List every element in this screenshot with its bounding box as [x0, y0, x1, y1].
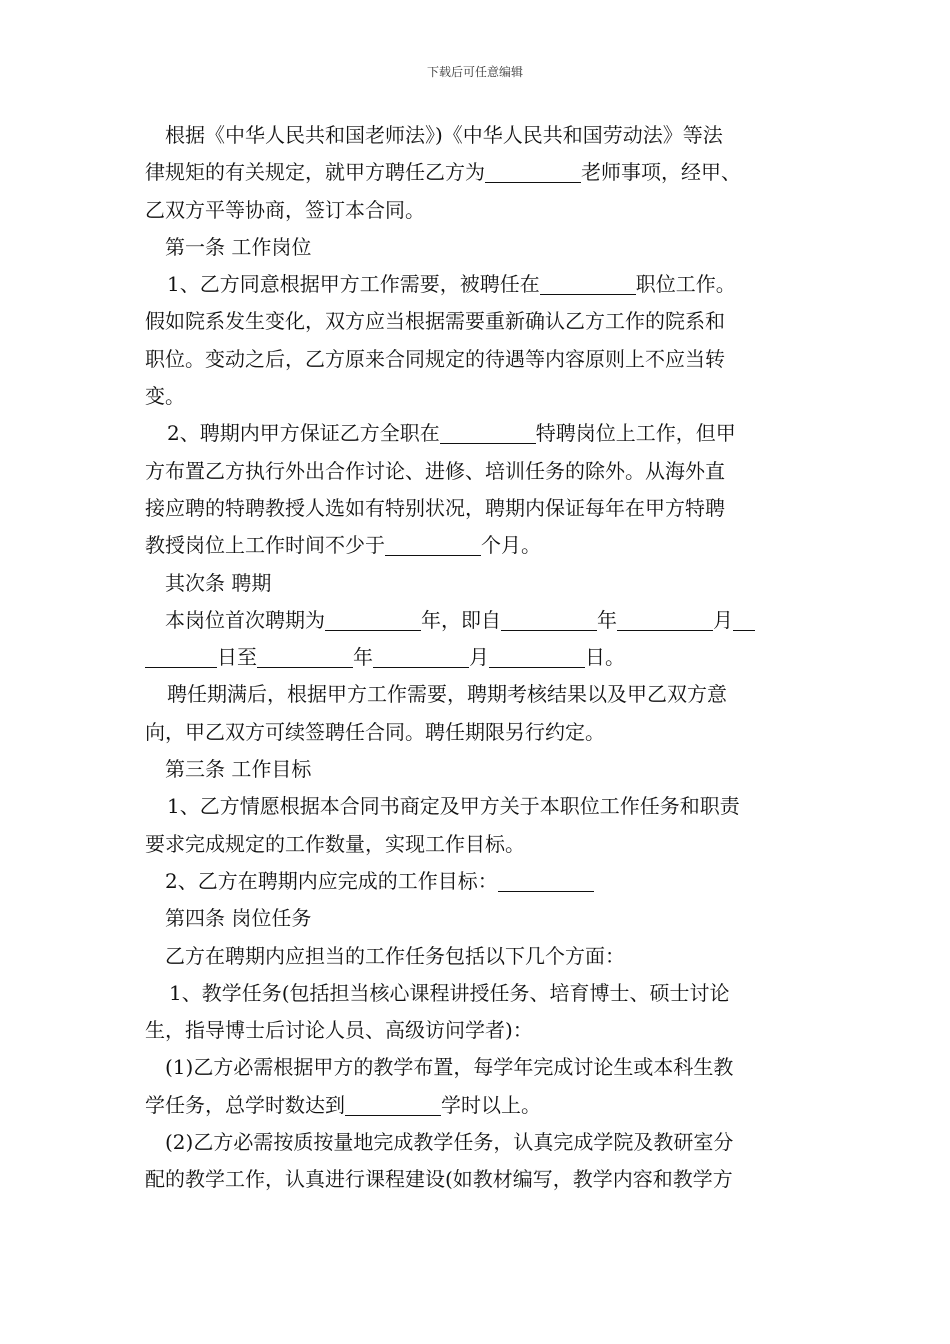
line-text: 2、乙方在聘期内应完成的工作目标： [165, 868, 498, 893]
fill-blank[interactable] [540, 270, 636, 295]
paragraph-line: 聘任期满后，根据甲方工作需要，聘期考核结果以及甲乙双方意 [167, 682, 727, 707]
line-text: 2、聘期内甲方保证乙方全职在 [167, 421, 440, 446]
fill-blank[interactable] [325, 606, 421, 631]
paragraph-line: 方布置乙方执行外出合作讨论、进修、培训任务的除外。从海外直 [145, 458, 725, 483]
line-text: 教授岗位上工作时间不少于 [145, 533, 385, 558]
fill-blank[interactable] [385, 531, 481, 556]
paragraph-line [145, 154, 808, 191]
paragraph-line: 乙双方平等协商，签订本合同。 [145, 197, 425, 222]
paragraph-line: (1)乙方必需根据甲方的教学布置，每学年完成讨论生或本科生教 [165, 1055, 734, 1080]
paragraph-line: 1、教学任务(包括担当核心课程讲授任务、培育博士、硕士讨论 [169, 980, 730, 1005]
line-text: 1、乙方同意根据甲方工作需要，被聘任在 [167, 272, 540, 297]
section-heading: 其次条 聘期 [165, 570, 272, 595]
paragraph-line: 生，指导博士后讨论人员、高级访问学者)： [145, 1018, 533, 1043]
section-heading: 第四条 岗位任务 [165, 906, 312, 931]
paragraph-line [145, 863, 808, 900]
paragraph-line: 乙方在聘期内应担当的工作任务包括以下几个方面： [165, 943, 625, 968]
line-text: 年，即自 [421, 607, 501, 632]
fill-blank[interactable] [501, 606, 597, 631]
paragraph-line: 要求完成规定的工作数量，实现工作目标。 [145, 831, 525, 856]
paragraph-line [145, 415, 808, 452]
page-header: 下载后可任意编辑 [426, 65, 523, 79]
paragraph-line [145, 639, 808, 676]
paragraph-line: 职位。变动之后，乙方原来合同规定的待遇等内容原则上不应当转 [145, 346, 725, 371]
paragraph-line [145, 1087, 808, 1124]
paragraph-line: 配的教学工作，认真进行课程建设(如教材编写，教学内容和教学方 [145, 1167, 733, 1192]
fill-blank[interactable] [373, 643, 469, 668]
paragraph-line: 假如院系发生变化，双方应当根据需要重新确认乙方工作的院系和 [145, 309, 725, 334]
line-text: 日。 [585, 645, 625, 670]
line-text: 特聘岗位上工作，但甲 [535, 421, 736, 446]
section-heading: 第一条 工作岗位 [165, 234, 312, 259]
line-text: 年 [353, 645, 373, 670]
line-text: 本岗位首次聘期为 [165, 607, 325, 632]
fill-blank[interactable] [489, 643, 585, 668]
fill-blank[interactable] [257, 643, 353, 668]
line-text: 月 [469, 645, 489, 670]
paragraph-line [145, 602, 808, 639]
fill-blank[interactable] [145, 643, 217, 668]
paragraph-line: (2)乙方必需按质按量地完成教学任务，认真完成学院及教研室分 [165, 1130, 734, 1155]
line-text: 月 [713, 607, 733, 632]
paragraph-line: 1、乙方情愿根据本合同书商定及甲方关于本职位工作任务和职责 [167, 794, 740, 819]
line-text: 老师事项，经甲、 [581, 160, 741, 185]
fill-blank[interactable] [345, 1091, 441, 1116]
line-text: 年 [597, 607, 617, 632]
paragraph-line: 根据《中华人民共和国老师法》)《中华人民共和国劳动法》等法 [165, 123, 723, 147]
line-text: 日至 [217, 645, 257, 670]
line-text: 学任务，总学时数达到 [145, 1092, 345, 1117]
line-text: 学时以上。 [441, 1092, 541, 1117]
paragraph-line [145, 527, 808, 564]
line-text: 职位工作。 [635, 272, 736, 297]
fill-blank[interactable] [440, 419, 536, 444]
contract-body [145, 117, 808, 1199]
fill-blank[interactable] [498, 867, 594, 892]
line-text: 律规矩的有关规定，就甲方聘任乙方为 [145, 160, 485, 185]
paragraph-line [145, 266, 808, 303]
paragraph-line: 向，甲乙双方可续签聘任合同。聘任期限另行约定。 [145, 719, 605, 744]
paragraph-line: 接应聘的特聘教授人选如有特别状况，聘期内保证每年在甲方特聘 [145, 495, 725, 520]
paragraph-line: 变。 [145, 384, 185, 409]
fill-blank[interactable] [485, 158, 581, 183]
section-heading: 第三条 工作目标 [165, 757, 312, 782]
fill-blank[interactable] [617, 606, 713, 631]
fill-blank[interactable] [733, 606, 755, 631]
line-text: 个月。 [481, 533, 541, 558]
